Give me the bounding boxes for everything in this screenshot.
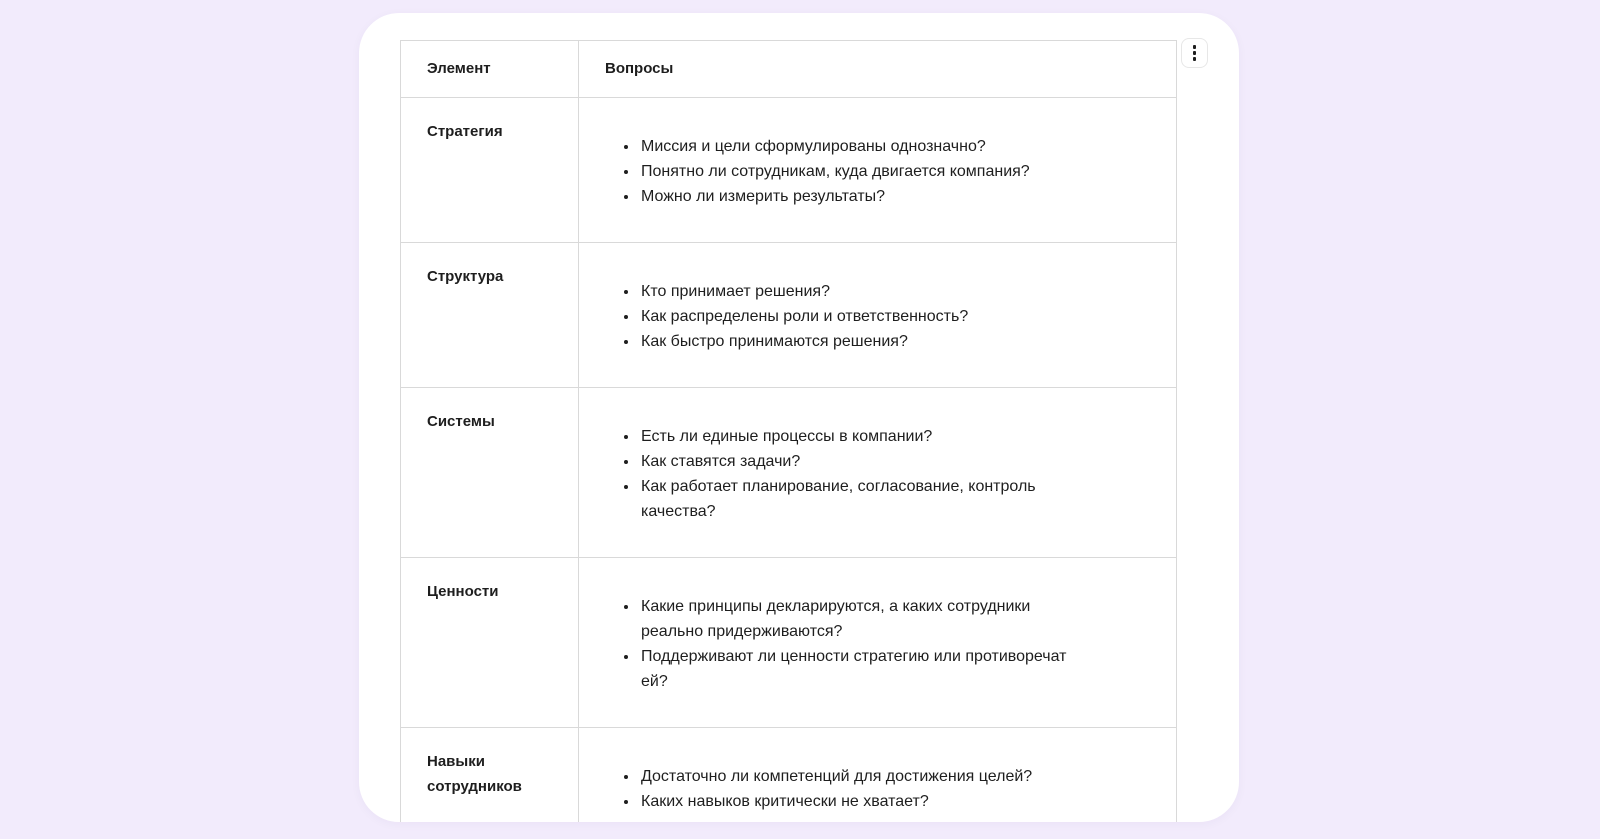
question-item: • Каких навыков критически не хватает?: [639, 789, 1079, 814]
questions-list: [605, 594, 1079, 694]
question-item: • Понятно ли сотрудникам, куда двигается компания?: [639, 159, 1079, 184]
table-row: [401, 243, 1177, 388]
questions-table: [400, 40, 1177, 822]
question-item: • Достаточно ли компетенций для достижения целей?: [639, 764, 1079, 789]
question-item: • Есть ли единые процессы в компании?: [639, 424, 1079, 449]
element-cell: Системы: [401, 388, 579, 558]
question-item: • Как работает планирование, согласование, контроль качества?: [639, 474, 1079, 524]
kebab-dot: [1193, 51, 1197, 55]
table-row: [401, 558, 1177, 728]
questions-list: [605, 424, 1079, 524]
question-item: • Миссия и цели сформулированы однозначно?: [639, 134, 1079, 159]
questions-cell: [579, 558, 1177, 728]
kebab-dot: [1193, 57, 1197, 61]
element-cell: Ценности: [401, 558, 579, 728]
element-cell: Стратегия: [401, 98, 579, 243]
column-header-element: Элемент: [401, 41, 579, 98]
kebab-dot: [1193, 45, 1197, 49]
questions-cell: [579, 98, 1177, 243]
table-row: [401, 728, 1177, 823]
questions-list: [605, 279, 1079, 354]
table-row: [401, 98, 1177, 243]
table-header-row: [401, 41, 1177, 98]
question-item: • Поддерживают ли ценности стратегию или противоречат ей?: [639, 644, 1079, 694]
question-item: • Как распределены роли и ответственность?: [639, 304, 1079, 329]
table-row: [401, 388, 1177, 558]
kebab-menu-icon: [1193, 45, 1197, 61]
questions-cell: [579, 728, 1177, 823]
element-cell: Структура: [401, 243, 579, 388]
more-options-button[interactable]: [1181, 38, 1208, 68]
question-item: • Какие принципы декларируются, а каких сотрудники реально придерживаются?: [639, 594, 1079, 644]
question-item: • Как ставятся задачи?: [639, 449, 1079, 474]
questions-cell: [579, 388, 1177, 558]
question-item: • Кто принимает решения?: [639, 279, 1079, 304]
element-cell: Навыки сотрудников: [401, 728, 579, 823]
question-item: • Можно ли измерить результаты?: [639, 184, 1079, 209]
question-item: • Как быстро принимаются решения?: [639, 329, 1079, 354]
document-card: [359, 13, 1239, 822]
questions-list: [605, 764, 1079, 814]
questions-cell: [579, 243, 1177, 388]
questions-list: [605, 134, 1079, 209]
column-header-questions: Вопросы: [579, 41, 1177, 98]
